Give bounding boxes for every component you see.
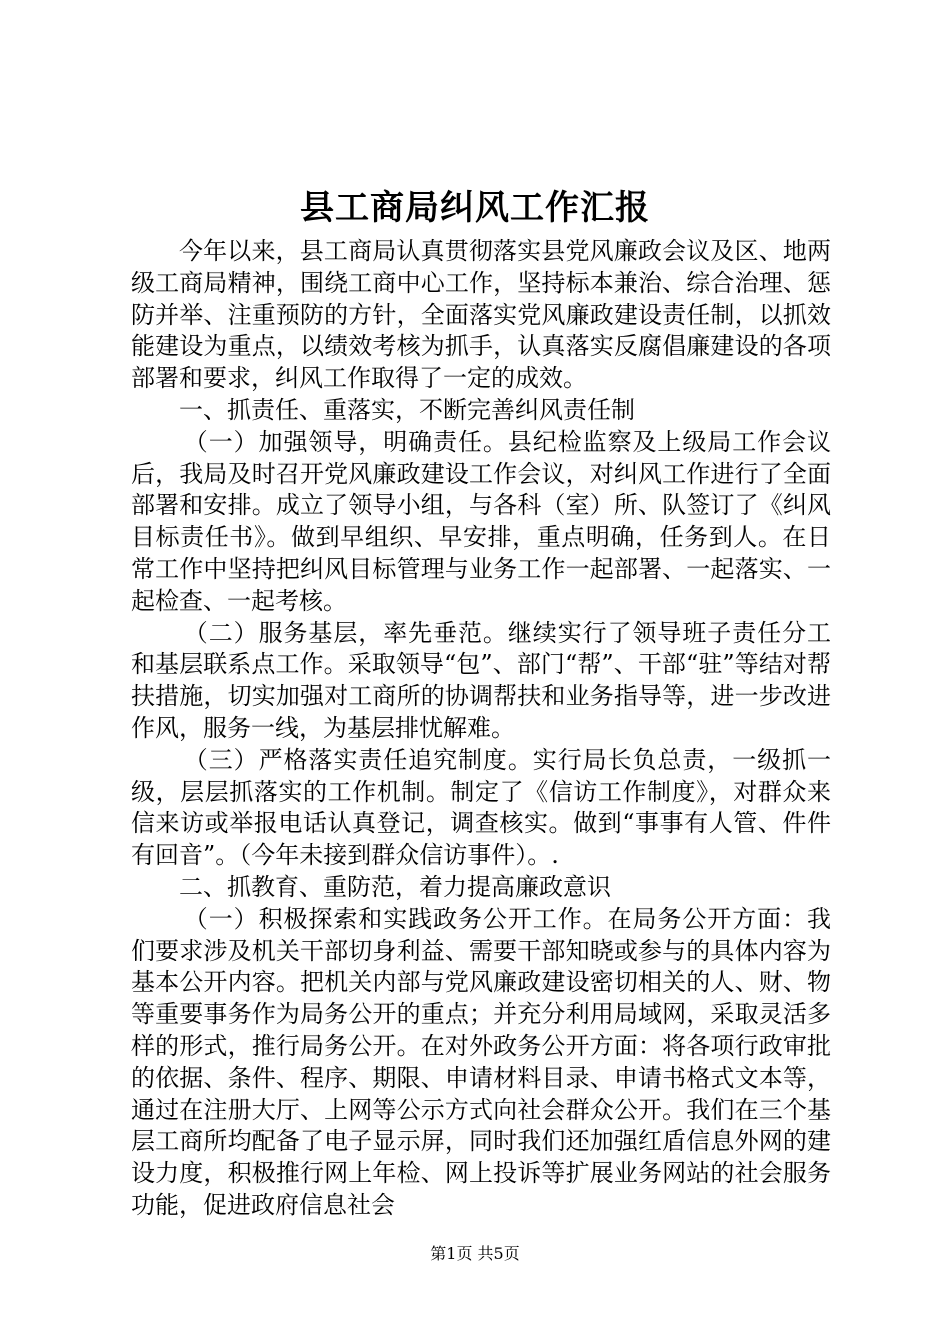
section-heading-2: 二、抓教育、重防范，着力提高廉政意识 [179,872,611,901]
section-1-item-3: （三）严格落实责任追究制度。实行局长负总责，一级抓一级，层层抓落实的工作机制。制定了《信访工作制度》，对群众来信来访或举报电话认真登记，调查核实。做到“事事有人管、件件有回音”。（今年未接到群众信访事件）。. [131,745,831,870]
intro-paragraph: 今年以来，县工商局认真贯彻落实县党风廉政会议及区、地两级工商局精神，围绕工商中心工作，坚持标本兼治、综合治理、惩防并举、注重预防的方针，全面落实党风廉政建设责任制，以抓效能建设为重点，以绩效考核为抓手，认真落实反腐倡廉建设的各项部署和要求，纠风工作取得了一定的成效。 [131,237,831,393]
document-body [131,236,831,1222]
page-number-footer: 第1页 共5页 [430,1244,520,1263]
document-title: 县工商局纠风工作汇报 [300,188,650,228]
section-1-item-1: （一）加强领导，明确责任。县纪检监察及上级局工作会议后，我局及时召开党风廉政建设工作会议，对纠风工作进行了全面部署和安排。成立了领导小组，与各科（室）所、队签订了《纠风目标责任书》。做到早组织、早安排，重点明确，任务到人。在日常工作中坚持把纠风目标管理与业务工作一起部署、一起落实、一起检查、一起考核。 [131,427,831,615]
section-2-item-1: （一）积极探索和实践政务公开工作。在局务公开方面：我们要求涉及机关干部切身利益、需要干部知晓或参与的具体内容为基本公开内容。把机关内部与党风廉政建设密切相关的人、财、物等重要事务作为局务公开的重点；并充分利用局域网，采取灵活多样的形式，推行局务公开。在对外政务公开方面：将各项行政审批的依据、条件、程序、期限、申请材料目录、申请书格式文本等，通过在注册大厅、上网等公示方式向社会群众公开。我们在三个基层工商所均配备了电子显示屏，同时我们还加强红盾信息外网的建设力度，积极推行网上年检、网上投诉等扩展业务网站的社会服务功能，促进政府信息社会 [131,904,831,1219]
section-heading-1: 一、抓责任、重落实，不断完善纠风责任制 [179,395,635,424]
section-1-item-2: （二）服务基层，率先垂范。继续实行了领导班子责任分工和基层联系点工作。采取领导“包”、部门“帮”、干部“驻”等结对帮扶措施，切实加强对工商所的协调帮扶和业务指导等，进一步改进作风，服务一线，为基层排忧解难。 [131,618,831,742]
